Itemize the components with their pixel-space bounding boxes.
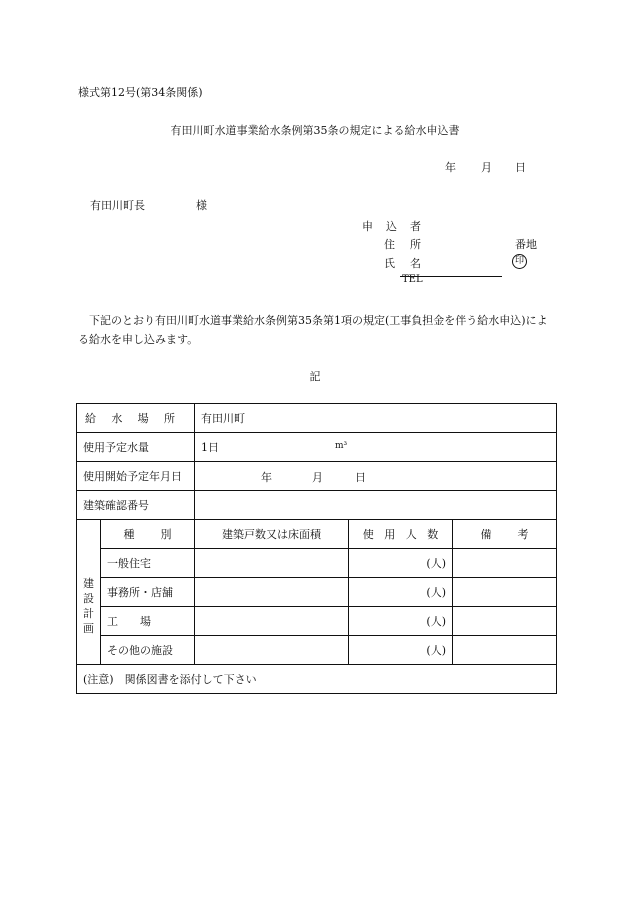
- table-row: [77, 607, 557, 636]
- place-value-cell[interactable]: [195, 404, 557, 433]
- col-header-char: 用: [384, 528, 396, 541]
- date-year-label: 年: [445, 161, 456, 174]
- start-month-label: 月: [312, 471, 323, 484]
- applicant-heading-char: 者: [410, 220, 421, 233]
- table-row: [77, 578, 557, 607]
- place-label-char: 所: [163, 412, 175, 425]
- plan-label-cell: [77, 520, 101, 665]
- col-header-char: 人: [405, 528, 417, 541]
- table-row: [77, 520, 557, 549]
- volume-value-cell[interactable]: [195, 433, 557, 462]
- place-label-char: 給: [85, 412, 96, 425]
- row-count-cell[interactable]: [195, 578, 349, 607]
- volume-label: 使用予定水量: [77, 433, 195, 462]
- volume-unit: m³: [335, 441, 348, 451]
- name-label-char: 氏: [384, 257, 395, 270]
- addressee-name: 有田川町長: [90, 199, 145, 212]
- row-users-cell[interactable]: [349, 549, 453, 578]
- confirm-number-label: 建築確認番号: [77, 491, 195, 520]
- start-date-label: 使用開始予定年月日: [77, 462, 195, 491]
- volume-prefix: 1日: [201, 441, 219, 454]
- row-unit: (人): [426, 586, 446, 599]
- applicant-heading-char: 申: [362, 220, 373, 233]
- row-users-cell[interactable]: [349, 607, 453, 636]
- application-table: [76, 403, 557, 694]
- request-text: 下記のとおり有田川町水道事業給水条例第35条第1項の規定(工事負担金を伴う給水申込)による給水を申し込みます。: [78, 314, 548, 346]
- row-type: 事務所・店舗: [101, 578, 195, 607]
- address-label-char: 所: [410, 238, 421, 251]
- address-label-char: 住: [384, 238, 395, 251]
- form-title: 有田川町水道事業給水条例第35条の規定による給水申込書: [170, 124, 460, 137]
- form-number: 様式第12号(第34条関係): [78, 86, 203, 99]
- place-label-char: 水: [111, 412, 123, 425]
- applicant-heading-char: 込: [386, 220, 397, 233]
- place-label-cell: [77, 404, 195, 433]
- row-remarks-cell[interactable]: [453, 578, 557, 607]
- ki-heading: 記: [309, 370, 321, 383]
- col-header-char: 別: [160, 528, 172, 541]
- plan-label-char: 設: [83, 592, 94, 605]
- table-row: [77, 462, 557, 491]
- address-suffix: 番地: [515, 238, 537, 251]
- date-day-label: 日: [515, 161, 526, 174]
- tel-label: TEL: [402, 274, 423, 285]
- start-year-label: 年: [261, 471, 272, 484]
- start-day-label: 日: [355, 471, 366, 484]
- table-row: [77, 491, 557, 520]
- tel-underline: [400, 276, 502, 277]
- row-type: 工 場: [101, 607, 195, 636]
- col-header-users: [349, 520, 453, 549]
- place-label-char: 場: [137, 412, 149, 425]
- row-count-cell[interactable]: [195, 607, 349, 636]
- row-users-cell[interactable]: [349, 636, 453, 665]
- note-text: (注意) 関係図書を添付して下さい: [77, 665, 557, 694]
- row-count-cell[interactable]: [195, 549, 349, 578]
- col-header-remarks: [453, 520, 557, 549]
- table-row: [77, 404, 557, 433]
- row-remarks-cell[interactable]: [453, 607, 557, 636]
- row-type: 一般住宅: [101, 549, 195, 578]
- row-users-cell[interactable]: [349, 578, 453, 607]
- plan-label-char: 計: [83, 607, 94, 620]
- table-row: [77, 665, 557, 694]
- seal-icon: 印: [512, 254, 527, 269]
- plan-label-char: 建: [83, 577, 94, 590]
- col-header-char: 使: [362, 528, 374, 541]
- row-remarks-cell[interactable]: [453, 549, 557, 578]
- col-header-char: 考: [517, 528, 529, 541]
- row-unit: (人): [426, 615, 446, 628]
- table-row: [77, 636, 557, 665]
- row-unit: (人): [426, 557, 446, 570]
- col-header-char: 種: [123, 528, 135, 541]
- row-type: その他の施設: [101, 636, 195, 665]
- table-row: [77, 433, 557, 462]
- row-remarks-cell[interactable]: [453, 636, 557, 665]
- row-unit: (人): [426, 644, 446, 657]
- place-value: 有田川町: [201, 412, 245, 425]
- name-label-char: 名: [410, 257, 421, 270]
- plan-label-char: 画: [83, 622, 94, 635]
- col-header-count: 建築戸数又は床面積: [195, 520, 349, 549]
- col-header-char: 数: [427, 528, 439, 541]
- row-count-cell[interactable]: [195, 636, 349, 665]
- confirm-number-cell[interactable]: [195, 491, 557, 520]
- col-header-char: 備: [480, 528, 492, 541]
- table-row: [77, 549, 557, 578]
- col-header-type: [101, 520, 195, 549]
- start-date-cell[interactable]: [195, 462, 557, 491]
- addressee-honorific: 様: [196, 199, 207, 212]
- date-month-label: 月: [481, 161, 492, 174]
